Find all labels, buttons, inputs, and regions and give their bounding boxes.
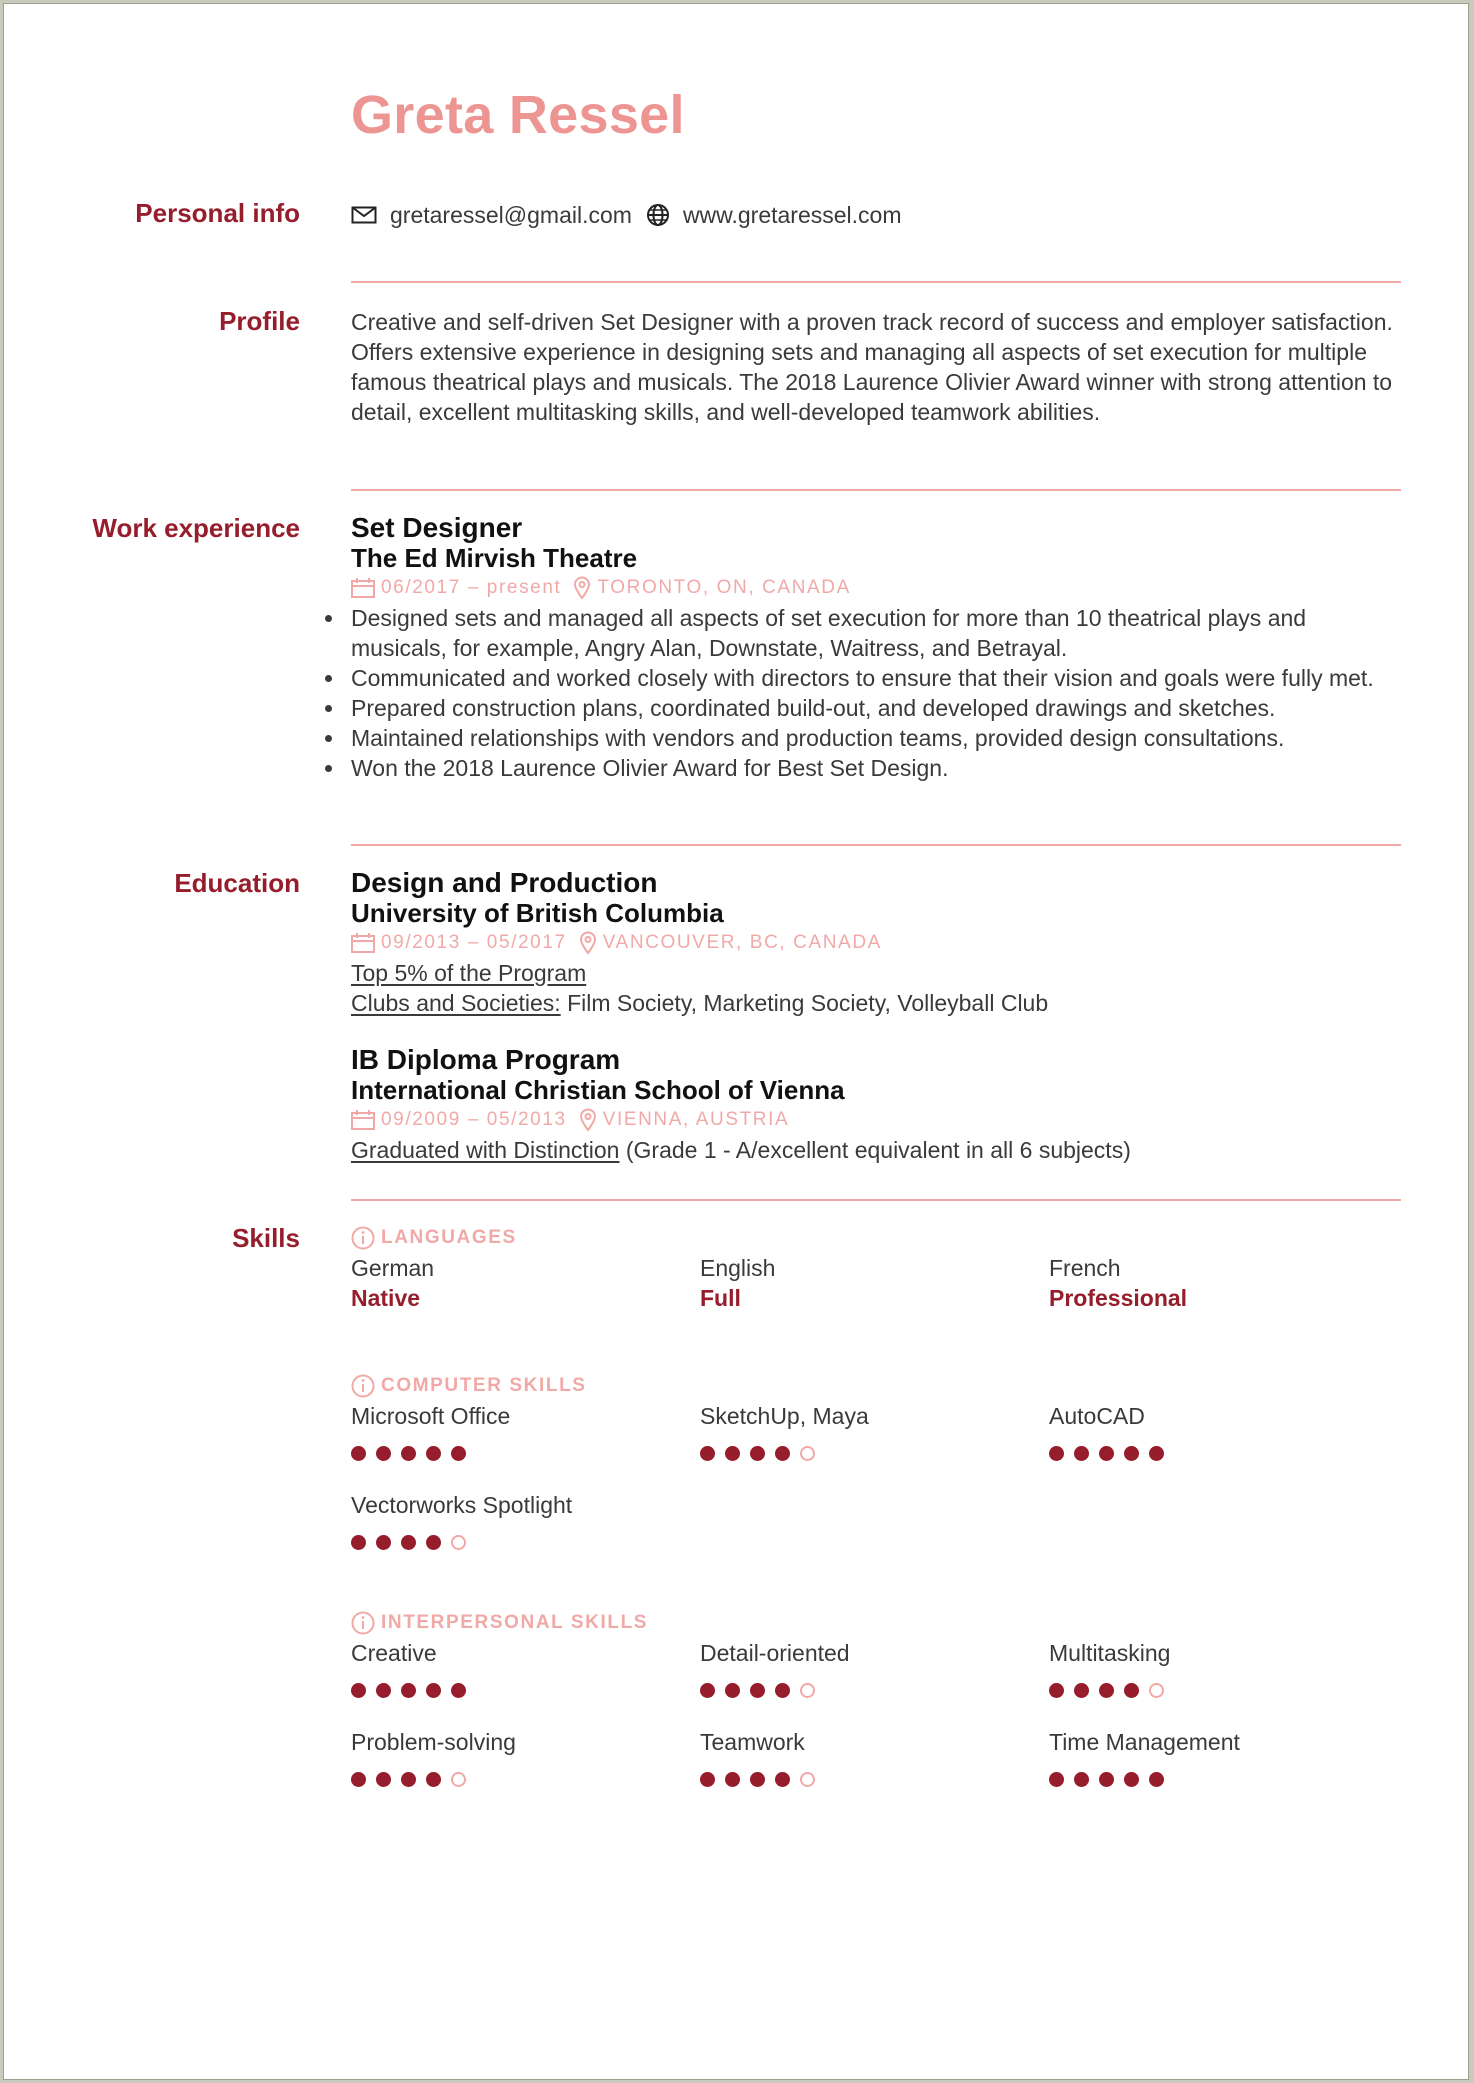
employer: The Ed Mirvish Theatre: [351, 543, 638, 573]
section-divider: [351, 844, 1401, 846]
rating-dot-filled: [451, 1446, 466, 1461]
rating-dot-filled: [1049, 1683, 1064, 1698]
skill-rating: [1049, 1675, 1398, 1705]
skill-item: [1049, 1638, 1398, 1727]
rating-dot-filled: [700, 1683, 715, 1698]
skill-item: [1049, 1401, 1398, 1490]
rating-dot-filled: [775, 1683, 790, 1698]
interpersonal-skill-grid: [351, 1638, 1401, 1816]
rating-dot-filled: [426, 1535, 441, 1550]
school: University of British Columbia: [351, 898, 724, 928]
skills-languages: [351, 1223, 1401, 1313]
section-divider: [351, 281, 1401, 283]
school: International Christian School of Vienna: [351, 1075, 845, 1105]
skill-rating: [700, 1438, 1049, 1468]
rating-dot-filled: [1099, 1683, 1114, 1698]
rating-dot-filled: [426, 1446, 441, 1461]
rating-dot-filled: [351, 1446, 366, 1461]
rating-dot-filled: [1049, 1772, 1064, 1787]
info-icon: [351, 1374, 375, 1398]
skill-item: [351, 1490, 700, 1579]
rating-dot-filled: [376, 1772, 391, 1787]
work-entry: [351, 513, 1401, 783]
rating-dot-empty: [1149, 1683, 1164, 1698]
skill-name: Teamwork: [700, 1729, 805, 1755]
rating-dot-filled: [725, 1683, 740, 1698]
rating-dot-filled: [1149, 1772, 1164, 1787]
degree: Design and Production: [351, 867, 658, 898]
rating-dot-filled: [426, 1683, 441, 1698]
skills-interpersonal: [351, 1608, 1401, 1816]
skill-category-heading: INTERPERSONAL SKILLS: [351, 1608, 1401, 1638]
job-dates: 06/2017 – present: [381, 577, 562, 598]
education-detail: Graduated with Distinction (Grade 1 - A/excellent equivalent in all 6 subjects): [351, 1137, 1131, 1163]
location-pin-icon: [573, 576, 591, 600]
skill-item: [700, 1638, 1049, 1727]
rating-dot-empty: [451, 1772, 466, 1787]
list-item: Won the 2018 Laurence Olivier Award for Best Set Design.: [351, 753, 1401, 783]
education-dates: 09/2013 – 05/2017: [381, 932, 567, 953]
skill-name: Time Management: [1049, 1729, 1240, 1755]
section-divider: [351, 1199, 1401, 1201]
envelope-icon: [351, 206, 377, 224]
skill-name: Creative: [351, 1640, 437, 1666]
rating-dot-filled: [376, 1535, 391, 1550]
rating-dot-filled: [725, 1446, 740, 1461]
info-icon: [351, 1611, 375, 1635]
rating-dot-filled: [1099, 1446, 1114, 1461]
location-pin-icon: [579, 931, 597, 955]
education-location: VIENNA, AUSTRIA: [602, 1109, 790, 1130]
rating-dot-filled: [401, 1772, 416, 1787]
rating-dot-filled: [700, 1446, 715, 1461]
job-location: TORONTO, ON, CANADA: [597, 577, 851, 598]
skills-computer: [351, 1371, 1401, 1579]
job-title: Set Designer: [351, 512, 523, 543]
skill-name: Vectorworks Spotlight: [351, 1492, 573, 1518]
rating-dot-filled: [1074, 1683, 1089, 1698]
language-item: German Native: [351, 1255, 435, 1311]
rating-dot-filled: [351, 1772, 366, 1787]
rating-dot-filled: [1049, 1446, 1064, 1461]
skill-rating: [1049, 1438, 1398, 1468]
rating-dot-filled: [775, 1772, 790, 1787]
skill-item: [351, 1638, 700, 1727]
calendar-icon: [351, 1110, 375, 1130]
rating-dot-empty: [800, 1446, 815, 1461]
rating-dot-empty: [800, 1683, 815, 1698]
section-label-profile: Profile: [219, 306, 300, 336]
rating-dot-empty: [451, 1535, 466, 1550]
skill-name: SketchUp, Maya: [700, 1403, 869, 1429]
globe-icon: [646, 203, 670, 227]
rating-dot-filled: [1124, 1772, 1139, 1787]
education-detail: Clubs and Societies: Film Society, Marketing Society, Volleyball Club: [351, 990, 1049, 1016]
skill-rating: [351, 1764, 700, 1794]
rating-dot-filled: [1124, 1683, 1139, 1698]
skill-name: Problem-solving: [351, 1729, 516, 1755]
rating-dot-filled: [725, 1772, 740, 1787]
rating-dot-filled: [1099, 1772, 1114, 1787]
rating-dot-filled: [1149, 1446, 1164, 1461]
education-location: VANCOUVER, BC, CANADA: [602, 932, 882, 953]
rating-dot-filled: [351, 1535, 366, 1550]
section-label-education: Education: [174, 868, 300, 898]
rating-dot-filled: [750, 1683, 765, 1698]
list-item: Maintained relationships with vendors and production teams, provided design consultations.: [351, 723, 1401, 753]
skill-item: [700, 1727, 1049, 1816]
skill-item: [1049, 1727, 1398, 1816]
location-pin-icon: [579, 1108, 597, 1132]
rating-dot-filled: [376, 1683, 391, 1698]
website-link[interactable]: www.gretaressel.com: [682, 202, 902, 228]
skill-rating: [351, 1438, 700, 1468]
skill-name: Detail-oriented: [700, 1640, 850, 1666]
list-item: Communicated and worked closely with directors to ensure that their vision and goals were fully met.: [351, 663, 1401, 693]
calendar-icon: [351, 578, 375, 598]
calendar-icon: [351, 933, 375, 953]
email-link[interactable]: gretaressel@gmail.com: [390, 202, 632, 228]
rating-dot-filled: [376, 1446, 391, 1461]
rating-dot-filled: [401, 1683, 416, 1698]
rating-dot-filled: [351, 1683, 366, 1698]
skill-name: Multitasking: [1049, 1640, 1171, 1666]
skill-item: [351, 1401, 700, 1490]
section-label-skills: Skills: [232, 1223, 300, 1253]
language-item: English Full: [700, 1255, 776, 1311]
skill-item: [351, 1727, 700, 1816]
skill-rating: [351, 1527, 700, 1557]
computer-skill-grid: [351, 1401, 1401, 1579]
education-meta: [351, 928, 1401, 958]
skill-rating: [1049, 1764, 1398, 1794]
profile-text: Creative and self-driven Set Designer with a proven track record of success and employer satisfaction. Offers extensive experience in designing sets and managing all aspects of set execution for multiple famous theatrical plays and musicals. The 2018 Laurence Olivier Award winner with strong attention to detail, excellent multitasking skills, and well-developed teamwork abilities.: [351, 309, 1393, 425]
section-divider: [351, 489, 1401, 491]
education-detail: Top 5% of the Program: [351, 960, 587, 986]
rating-dot-filled: [1074, 1446, 1089, 1461]
rating-dot-filled: [401, 1446, 416, 1461]
info-icon: [351, 1226, 375, 1250]
list-item: Designed sets and managed all aspects of set execution for more than 10 theatrical plays and musicals, for example, Angry Alan, Downstate, Waitress, and Betrayal.: [351, 603, 1401, 663]
section-label-work: Work experience: [92, 513, 300, 543]
degree: IB Diploma Program: [351, 1044, 621, 1075]
skill-name: Microsoft Office: [351, 1403, 511, 1429]
rating-dot-filled: [401, 1535, 416, 1550]
education-dates: 09/2009 – 05/2013: [381, 1109, 567, 1130]
rating-dot-empty: [800, 1772, 815, 1787]
education-meta: [351, 1105, 1401, 1135]
skill-category-heading: LANGUAGES: [351, 1223, 1401, 1253]
rating-dot-filled: [451, 1683, 466, 1698]
skill-rating: [700, 1764, 1049, 1794]
section-label-personal-info: Personal info: [135, 198, 300, 228]
rating-dot-filled: [700, 1772, 715, 1787]
education-entry: [351, 1045, 1401, 1165]
rating-dot-filled: [1124, 1446, 1139, 1461]
rating-dot-filled: [775, 1446, 790, 1461]
rating-dot-filled: [750, 1446, 765, 1461]
rating-dot-filled: [1074, 1772, 1089, 1787]
skill-name: AutoCAD: [1049, 1403, 1145, 1429]
rating-dot-filled: [426, 1772, 441, 1787]
skill-item: [700, 1401, 1049, 1490]
job-bullets: [351, 603, 1401, 783]
resume-name: Greta Ressel: [351, 85, 685, 145]
skill-category-heading: COMPUTER SKILLS: [351, 1371, 1401, 1401]
skill-rating: [351, 1675, 700, 1705]
skill-rating: [700, 1675, 1049, 1705]
list-item: Prepared construction plans, coordinated build-out, and developed drawings and sketches.: [351, 693, 1401, 723]
language-item: French Professional: [1049, 1255, 1188, 1311]
education-entry: [351, 868, 1401, 1018]
job-meta: [351, 573, 1401, 603]
resume-page: [3, 3, 1469, 2080]
contact-info: [351, 199, 1401, 231]
rating-dot-filled: [750, 1772, 765, 1787]
